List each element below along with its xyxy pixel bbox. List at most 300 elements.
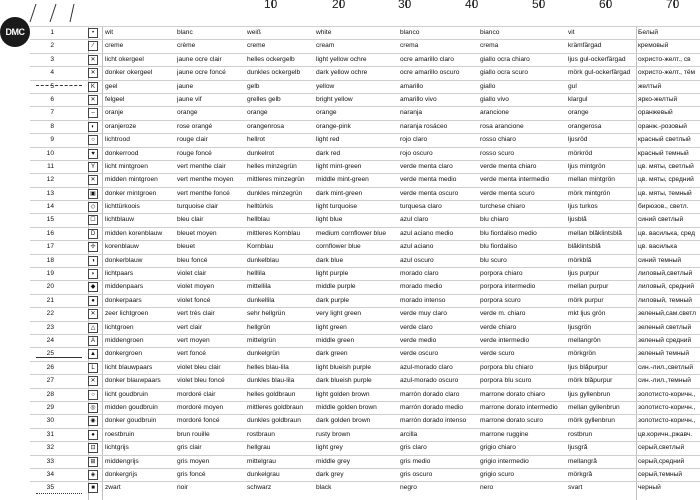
- color-name-cell: красный светлый: [638, 136, 691, 144]
- color-name-cell: middengroen: [105, 336, 144, 344]
- stitch-symbol-icon: ♥: [88, 149, 98, 159]
- color-name-cell: dark purple: [316, 296, 349, 304]
- color-name-cell: donkerblauw: [105, 256, 143, 264]
- color-name-cell: middle golden brown: [316, 403, 377, 411]
- color-name-cell: dunkelblau: [247, 256, 279, 264]
- stitch-symbol-icon: ✕: [88, 55, 98, 65]
- table-row: [30, 414, 700, 427]
- table-row: [30, 388, 700, 401]
- table-row: [30, 361, 700, 374]
- color-name-cell: light mint-green: [316, 162, 362, 170]
- color-name-cell: orange: [568, 109, 589, 117]
- color-name-cell: light turquoise: [316, 203, 358, 211]
- row-number: 11: [47, 162, 54, 170]
- color-name-cell: jaune: [177, 82, 194, 90]
- ruler-label: 70: [666, 0, 680, 11]
- stitch-symbol-icon: ◑: [88, 256, 98, 266]
- color-name-cell: verde m. chiaro: [480, 310, 526, 318]
- color-name-cell: mkt ljus grön: [568, 310, 606, 318]
- row-number: 26: [46, 363, 54, 371]
- color-name-cell: donkerrood: [105, 149, 139, 157]
- color-name-cell: middenpaars: [105, 283, 144, 291]
- color-name-cell: цв. мяты, темный: [638, 189, 692, 197]
- color-name-cell: krämfärgad: [568, 42, 602, 50]
- color-name-cell: охристо-желт., тём: [638, 69, 696, 77]
- color-name-cell: marrone dorato chiaro: [480, 390, 545, 398]
- color-name-cell: mellan purpur: [568, 283, 609, 291]
- color-name-cell: crema: [480, 42, 499, 50]
- row-number: 18: [46, 256, 54, 264]
- color-name-cell: blu fiordaliso: [480, 243, 518, 251]
- color-name-cell: dark blueish purple: [316, 377, 372, 385]
- color-name-cell: dunkellila: [247, 296, 275, 304]
- ruler-label: 10: [264, 0, 278, 11]
- color-name-cell: lichtblauw: [105, 216, 134, 224]
- stitch-symbol-icon: ◇: [88, 202, 98, 212]
- color-name-cell: ljus turkos: [568, 203, 598, 211]
- color-name-cell: porpora scuro: [480, 296, 521, 304]
- color-name-cell: marrone dorato intermedio: [480, 403, 558, 411]
- row-number: 8: [50, 122, 54, 130]
- table-row: [30, 254, 700, 267]
- row-number: 20: [46, 283, 54, 291]
- stitch-symbol-icon: –: [88, 108, 98, 118]
- row-number: 6: [50, 95, 54, 103]
- color-name-cell: verde medio: [400, 336, 437, 344]
- color-name-cell: korenblauw: [105, 243, 139, 251]
- table-row: [30, 347, 700, 360]
- row-number: 32: [46, 444, 54, 452]
- table-row: [30, 374, 700, 387]
- color-name-cell: охристо-желт., св: [638, 55, 691, 63]
- color-name-cell: золотисто-коричн.,: [638, 417, 696, 425]
- color-name-cell: rosso chiaro: [480, 136, 516, 144]
- table-row: [30, 133, 700, 146]
- color-name-cell: dunkles minzegrün: [247, 189, 303, 197]
- row-number: 27: [46, 377, 54, 385]
- color-name-cell: verde claro: [400, 323, 433, 331]
- color-name-cell: lichtgrijs: [105, 444, 129, 452]
- color-name-cell: turquoise clair: [177, 203, 219, 211]
- color-name-cell: porpora blu chiaro: [480, 363, 534, 371]
- color-name-cell: mörk gyllenbrun: [568, 417, 615, 425]
- row-number: 21: [46, 296, 54, 304]
- stitch-symbol-icon: ○: [88, 135, 98, 145]
- row-number: 10: [46, 149, 54, 157]
- color-name-cell: arancione: [480, 109, 509, 117]
- color-name-cell: blu scuro: [480, 256, 507, 264]
- color-name-cell: vert foncé: [177, 350, 206, 358]
- row-number: 31: [46, 430, 54, 438]
- row-number: 15: [46, 216, 54, 224]
- color-name-cell: verde chiaro: [480, 323, 517, 331]
- row-number: 9: [50, 136, 54, 144]
- color-name-cell: verde intermedio: [480, 336, 530, 344]
- color-name-cell: creme: [247, 42, 266, 50]
- table-row: [30, 428, 700, 441]
- color-name-cell: gris clair: [177, 444, 202, 452]
- color-name-cell: dark golden brown: [316, 417, 371, 425]
- color-name-cell: dunkelgrau: [247, 470, 280, 478]
- color-table: [30, 26, 700, 495]
- color-name-cell: gris medio: [400, 457, 431, 465]
- color-name-cell: geel: [105, 82, 118, 90]
- color-name-cell: roestbruin: [105, 430, 135, 438]
- row-number: 13: [46, 189, 54, 197]
- color-name-cell: bleu clair: [177, 216, 204, 224]
- color-name-cell: verde menta chiaro: [480, 162, 537, 170]
- stitch-symbol-icon: ⊡: [88, 443, 98, 453]
- color-name-cell: licht okergeel: [105, 55, 144, 63]
- row-number: 14: [46, 203, 54, 211]
- color-name-cell: mellan blåklintsblå: [568, 229, 622, 237]
- color-name-cell: noir: [177, 484, 188, 492]
- row-number: 12: [46, 176, 54, 184]
- color-name-cell: morado medio: [400, 283, 443, 291]
- color-name-cell: gris foncé: [177, 470, 206, 478]
- color-name-cell: very light green: [316, 310, 362, 318]
- color-name-cell: gris claro: [400, 444, 427, 452]
- color-name-cell: dark grey: [316, 470, 344, 478]
- color-name-cell: klargul: [568, 95, 588, 103]
- color-name-cell: helles ockergelb: [247, 55, 295, 63]
- color-name-cell: verde oscuro: [400, 350, 439, 358]
- stitch-symbol-icon: ○: [88, 390, 98, 400]
- stitch-symbol-icon: ●: [88, 296, 98, 306]
- color-name-cell: кремовый: [638, 42, 669, 50]
- color-name-cell: mellangrå: [568, 457, 597, 465]
- color-name-cell: синий темный: [638, 256, 682, 264]
- color-name-cell: mörk gul-ockerfärgad: [568, 69, 631, 77]
- color-name-cell: arcilla: [400, 430, 418, 438]
- color-name-cell: dark green: [316, 350, 348, 358]
- table-row: [30, 294, 700, 307]
- stitch-symbol-icon: ▣: [88, 189, 98, 199]
- stitch-symbol-icon: ✢: [88, 242, 98, 252]
- color-name-cell: ljus mintgrön: [568, 162, 606, 170]
- color-name-cell: naranja: [400, 109, 422, 117]
- color-name-cell: mordoré foncé: [177, 417, 220, 425]
- table-row: [30, 53, 700, 66]
- color-name-cell: gul: [568, 82, 577, 90]
- color-name-cell: light grey: [316, 444, 343, 452]
- color-name-cell: mellan mintgrön: [568, 176, 615, 184]
- color-name-cell: bianco: [480, 29, 500, 36]
- color-name-cell: porpora blu scuro: [480, 377, 532, 385]
- color-name-cell: лиловый, темный: [638, 296, 692, 304]
- color-name-cell: orange: [177, 109, 198, 117]
- color-name-cell: ocre amarillo oscuro: [400, 69, 460, 77]
- color-name-cell: dunkles blau-lila: [247, 377, 295, 385]
- color-name-cell: orangerosa: [568, 122, 602, 130]
- table-row: [30, 468, 700, 481]
- color-name-cell: azul aciano medio: [400, 229, 454, 237]
- stitch-symbol-icon: △: [88, 323, 98, 333]
- stitch-symbol-icon: ✕: [88, 376, 98, 386]
- color-name-cell: vit: [568, 29, 575, 36]
- color-name-cell: цв. мяты, средний: [638, 176, 694, 184]
- color-name-cell: middle grey: [316, 457, 351, 465]
- color-name-cell: зеленый средний: [638, 336, 692, 344]
- ruler-label: 20: [332, 0, 346, 11]
- stitch-symbol-icon: ■: [88, 483, 98, 493]
- color-name-cell: amarillo: [400, 82, 424, 90]
- color-name-cell: vert très clair: [177, 310, 215, 318]
- color-name-cell: Kornblau: [247, 243, 274, 251]
- color-name-cell: gelb: [247, 82, 260, 90]
- color-name-cell: mittleres Kornblau: [247, 229, 301, 237]
- color-name-cell: blanc: [177, 29, 193, 36]
- color-name-cell: ljus gul-ockerfärgad: [568, 55, 626, 63]
- color-name-cell: mordoré clair: [177, 390, 216, 398]
- color-name-cell: midden goudbruin: [105, 403, 158, 411]
- table-row: [30, 187, 700, 200]
- color-name-cell: jaune vif: [177, 95, 202, 103]
- color-name-cell: crème: [177, 42, 196, 50]
- table-row: [30, 200, 700, 213]
- color-name-cell: violet foncé: [177, 296, 211, 304]
- color-name-cell: ljusröd: [568, 136, 588, 144]
- color-name-cell: золотисто-коричн.,: [638, 390, 696, 398]
- color-name-cell: middle mint-green: [316, 176, 369, 184]
- color-name-cell: ljusblå: [568, 216, 587, 224]
- color-name-cell: vert menthe moyen: [177, 176, 234, 184]
- color-name-cell: vert clair: [177, 323, 202, 331]
- color-name-cell: cream: [316, 42, 335, 50]
- color-name-cell: лиловый,светлый: [638, 270, 693, 278]
- row-number: 17: [46, 243, 54, 251]
- dmc-logo: [0, 17, 30, 47]
- table-row: [30, 307, 700, 320]
- color-name-cell: цв. мяты, светлый: [638, 162, 694, 170]
- color-name-cell: mittellila: [247, 283, 271, 291]
- stitch-symbol-icon: ◉: [88, 416, 98, 426]
- row-number: 3: [50, 55, 54, 63]
- color-name-cell: zeer lichtgroen: [105, 310, 149, 318]
- row-number: 28: [46, 390, 54, 398]
- stitch-symbol-icon: A: [88, 336, 98, 346]
- table-row: [30, 160, 700, 173]
- color-name-cell: helllila: [247, 270, 266, 278]
- color-name-cell: naranja rosáceo: [400, 122, 448, 130]
- color-name-cell: лиловый, средний: [638, 283, 695, 291]
- color-name-cell: цв. василька, сред: [638, 229, 695, 237]
- table-row: [30, 106, 700, 119]
- color-name-cell: mörk blåpurpur: [568, 377, 613, 385]
- table-row: [30, 401, 700, 414]
- stitch-symbol-icon: Y: [88, 162, 98, 172]
- color-name-cell: crema: [400, 42, 419, 50]
- color-name-cell: light purple: [316, 270, 349, 278]
- stitch-symbol-icon: ●: [88, 430, 98, 440]
- color-name-cell: morado claro: [400, 270, 439, 278]
- color-name-cell: mellangrön: [568, 336, 601, 344]
- color-name-cell: lichtrood: [105, 136, 130, 144]
- color-name-cell: verde muy claro: [400, 310, 447, 318]
- color-name-cell: bright yellow: [316, 95, 353, 103]
- color-name-cell: licht goudbruin: [105, 390, 148, 398]
- table-row: [30, 213, 700, 226]
- color-name-cell: middengrijs: [105, 457, 139, 465]
- stitch-symbol-icon: ✕: [88, 309, 98, 319]
- color-name-cell: серый,светлый: [638, 444, 685, 452]
- color-name-cell: oranje: [105, 109, 124, 117]
- color-name-cell: цв. василька: [638, 243, 677, 251]
- stitch-symbol-icon: ⊞: [88, 457, 98, 467]
- color-name-cell: зеленый,сам.светл: [638, 310, 697, 318]
- color-name-cell: jaune ocre clair: [177, 55, 222, 63]
- color-name-cell: mörkröd: [568, 149, 593, 157]
- color-name-cell: helles blau-lila: [247, 363, 289, 371]
- dmc-logo-text: DMC: [5, 27, 25, 37]
- color-name-cell: midden korenblauw: [105, 229, 163, 237]
- stitch-symbol-icon: ▲: [88, 349, 98, 359]
- color-name-cell: white: [316, 29, 332, 36]
- color-name-cell: lichtpaars: [105, 270, 134, 278]
- color-name-cell: mörkblå: [568, 256, 592, 264]
- color-name-cell: jaune ocre foncé: [177, 69, 226, 77]
- color-name-cell: orangenrosa: [247, 122, 285, 130]
- stitch-symbol-icon: •: [88, 28, 98, 38]
- color-name-cell: giallo ocra scuro: [480, 69, 529, 77]
- color-name-cell: vert moyen: [177, 336, 210, 344]
- color-name-cell: giallo vivo: [480, 95, 509, 103]
- color-name-cell: dark yellow ochre: [316, 69, 368, 77]
- color-name-cell: hellrot: [247, 136, 265, 144]
- color-name-cell: black: [316, 484, 332, 492]
- color-name-cell: mörk mintgrön: [568, 189, 611, 197]
- stitch-symbol-icon: ☐: [88, 215, 98, 225]
- color-name-cell: hellgrau: [247, 444, 271, 452]
- color-name-cell: lichttürkoois: [105, 203, 140, 211]
- color-name-cell: желтый: [638, 82, 662, 90]
- color-name-cell: ljusgrön: [568, 323, 592, 331]
- color-name-cell: azul claro: [400, 216, 429, 224]
- color-name-cell: mellan gyllenbrun: [568, 403, 620, 411]
- row-number: 25: [46, 350, 54, 358]
- row-number: 34: [46, 470, 54, 478]
- color-name-cell: dark red: [316, 149, 341, 157]
- color-name-cell: nero: [480, 484, 494, 492]
- ruler-label: 50: [532, 0, 546, 11]
- color-name-cell: turquesa claro: [400, 203, 442, 211]
- row-number: 19: [46, 270, 54, 278]
- color-name-cell: dunkelrot: [247, 149, 275, 157]
- table-row: [30, 334, 700, 347]
- color-name-cell: marrone ruggine: [480, 430, 529, 438]
- color-name-cell: ярко-желтый: [638, 95, 678, 103]
- color-name-cell: light golden brown: [316, 390, 370, 398]
- color-name-cell: helles minzegrün: [247, 162, 297, 170]
- color-name-cell: donker blauwpaars: [105, 377, 161, 385]
- color-name-cell: verde menta oscuro: [400, 189, 459, 197]
- color-name-cell: medium cornflower blue: [316, 229, 386, 237]
- row-number: 16: [46, 229, 54, 237]
- color-name-cell: mittleres minzegrün: [247, 176, 305, 184]
- table-row: [30, 240, 700, 253]
- color-name-cell: rose orangé: [177, 122, 213, 130]
- color-name-cell: grigio chiaro: [480, 444, 516, 452]
- color-name-cell: hellblau: [247, 216, 270, 224]
- color-name-cell: rojo claro: [400, 136, 428, 144]
- table-row: [30, 66, 700, 79]
- color-name-cell: giallo ocra chiaro: [480, 55, 530, 63]
- color-name-cell: blu fiordaliso medio: [480, 229, 537, 237]
- stitch-symbol-icon: K: [88, 82, 98, 92]
- table-row: [30, 267, 700, 280]
- table-row: [30, 93, 700, 106]
- color-name-cell: ljus blåpurpur: [568, 363, 608, 371]
- color-name-cell: donker okergeel: [105, 69, 153, 77]
- color-name-cell: gris oscuro: [400, 470, 433, 478]
- color-name-cell: yellow: [316, 82, 335, 90]
- color-name-cell: dark blue: [316, 256, 344, 264]
- color-name-cell: verde menta intermedio: [480, 176, 550, 184]
- color-name-cell: mittleres goldbraun: [247, 403, 304, 411]
- color-name-cell: золотисто-коричн.,: [638, 403, 696, 411]
- color-name-cell: rostbrun: [568, 430, 593, 438]
- color-name-cell: mordoré moyen: [177, 403, 224, 411]
- color-name-cell: creme: [105, 42, 124, 50]
- row-number: 22: [46, 310, 54, 318]
- color-name-cell: dark mint-green: [316, 189, 363, 197]
- color-name-cell: rosa arancione: [480, 122, 524, 130]
- color-name-cell: middle green: [316, 336, 355, 344]
- color-name-cell: turchese chiaro: [480, 203, 526, 211]
- color-name-cell: vert menthe clair: [177, 162, 226, 170]
- row-number: 33: [46, 457, 54, 465]
- stitch-symbol-icon: ◎: [88, 403, 98, 413]
- color-name-cell: azul-morado oscuro: [400, 377, 459, 385]
- stitch-symbol-icon: ✕: [88, 68, 98, 78]
- guide-line-row-5: [36, 85, 82, 87]
- stitch-symbol-icon: ◗: [88, 269, 98, 279]
- color-name-cell: blåklintsblå: [568, 243, 601, 251]
- color-name-cell: sehr hellgrün: [247, 310, 286, 318]
- stitch-symbol-icon: ⁄: [88, 41, 98, 51]
- stitch-symbol-icon: ◈: [88, 470, 98, 480]
- color-name-cell: красный темный: [638, 149, 689, 157]
- color-name-cell: бирюзов., светл.: [638, 203, 689, 211]
- ruler-scale: [0, 0, 700, 14]
- guide-line-row-35: [36, 493, 82, 495]
- table-row: [30, 26, 700, 39]
- color-name-cell: light green: [316, 323, 347, 331]
- color-name-cell: mörkgrön: [568, 350, 596, 358]
- color-name-cell: blu chiaro: [480, 216, 509, 224]
- color-name-cell: marrón dorado intenso: [400, 417, 467, 425]
- color-name-cell: donkerpaars: [105, 296, 142, 304]
- row-number: 29: [46, 403, 54, 411]
- row-number: 7: [50, 109, 54, 117]
- color-name-cell: svart: [568, 484, 583, 492]
- color-name-cell: mörk purpur: [568, 296, 604, 304]
- color-name-cell: orange: [316, 109, 337, 117]
- color-name-cell: ljus purpur: [568, 270, 599, 278]
- color-name-cell: verde menta medio: [400, 176, 457, 184]
- color-name-cell: rojo oscuro: [400, 149, 433, 157]
- color-name-cell: verde menta scuro: [480, 189, 535, 197]
- color-name-cell: cornflower blue: [316, 243, 361, 251]
- color-name-cell: син.-лил.,темный: [638, 377, 691, 385]
- color-name-cell: donkergroen: [105, 350, 143, 358]
- stitch-symbol-icon: ✕: [88, 95, 98, 105]
- color-name-cell: dunkelgrün: [247, 350, 280, 358]
- color-name-cell: grigio intermedio: [480, 457, 529, 465]
- color-name-cell: hellgrün: [247, 323, 271, 331]
- table-row: [30, 173, 700, 186]
- ruler-label: 40: [465, 0, 479, 11]
